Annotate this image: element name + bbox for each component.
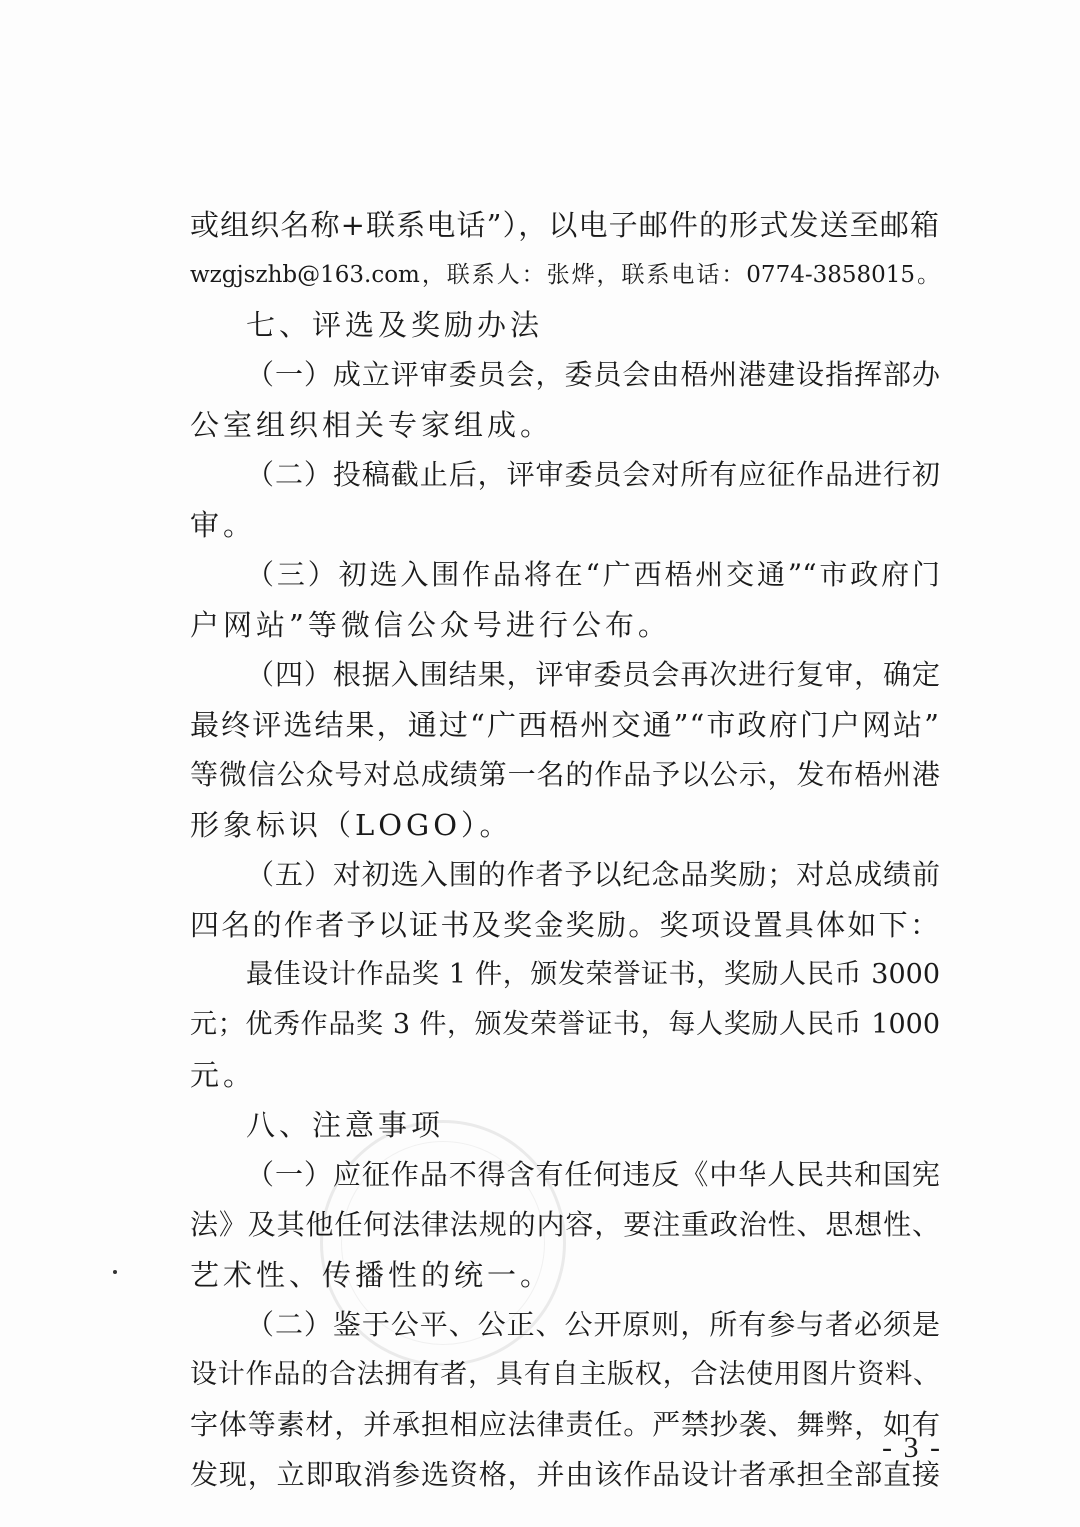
text-line: 最终评选结果，通过“广西梧州交通”“市政府门户网站” xyxy=(190,708,940,742)
text-line: （五）对初选入围的作者予以纪念品奖励；对总成绩前 xyxy=(246,858,940,891)
page-number: - 3 - xyxy=(882,1431,942,1464)
text-line: 发现，立即取消参选资格，并由该作品设计者承担全部直接 xyxy=(190,1458,940,1491)
text-line: 等微信公众号对总成绩第一名的作品予以公示，发布梧州港 xyxy=(190,758,940,791)
text-line: 审。 xyxy=(190,508,257,542)
text-line: 设计作品的合法拥有者，具有自主版权，合法使用图片资料、 xyxy=(190,1359,940,1390)
section-heading: 七、评选及奖励办法 xyxy=(246,308,544,342)
text-line: wzgjszhb@163.com，联系人：张烨，联系电话：0774-3858015。 xyxy=(190,262,940,288)
text-line: 字体等素材，并承担相应法律责任。严禁抄袭、舞弊，如有 xyxy=(190,1408,940,1441)
text-line: 四名的作者予以证书及奖金奖励。奖项设置具体如下： xyxy=(190,908,940,942)
text-line: （三）初选入围作品将在“广西梧州交通”“市政府门 xyxy=(246,558,940,591)
text-line: 或组织名称+联系电话”），以电子邮件的形式发送至邮箱 xyxy=(190,208,940,242)
text-line: （一）成立评审委员会，委员会由梧州港建设指挥部办 xyxy=(246,358,940,391)
text-line: 户网站”等微信公众号进行公布。 xyxy=(190,608,671,642)
text-line: （四）根据入围结果，评审委员会再次进行复审，确定 xyxy=(246,658,940,691)
section-heading: 八、注意事项 xyxy=(246,1108,445,1142)
text-line: 元；优秀作品奖 3 件，颁发荣誉证书，每人奖励人民币 1000 xyxy=(190,1009,940,1040)
text-line: 法》及其他任何法律法规的内容，要注重政治性、思想性、 xyxy=(190,1208,940,1241)
scan-speck xyxy=(113,1270,117,1274)
text-line: （二）投稿截止后，评审委员会对所有应征作品进行初 xyxy=(246,458,940,491)
text-line: 公室组织相关专家组成。 xyxy=(190,408,554,442)
text-line: （二）鉴于公平、公正、公开原则，所有参与者必须是 xyxy=(246,1308,940,1341)
text-line: 元。 xyxy=(190,1058,257,1092)
text-line: 艺术性、传播性的统一。 xyxy=(190,1258,554,1292)
text-line: （一）应征作品不得含有任何违反《中华人民共和国宪 xyxy=(246,1158,940,1191)
text-line: 最佳设计作品奖 1 件，颁发荣誉证书，奖励人民币 3000 xyxy=(246,959,940,990)
document-body xyxy=(190,200,940,1500)
text-line: 形象标识（LOGO）。 xyxy=(190,808,513,842)
